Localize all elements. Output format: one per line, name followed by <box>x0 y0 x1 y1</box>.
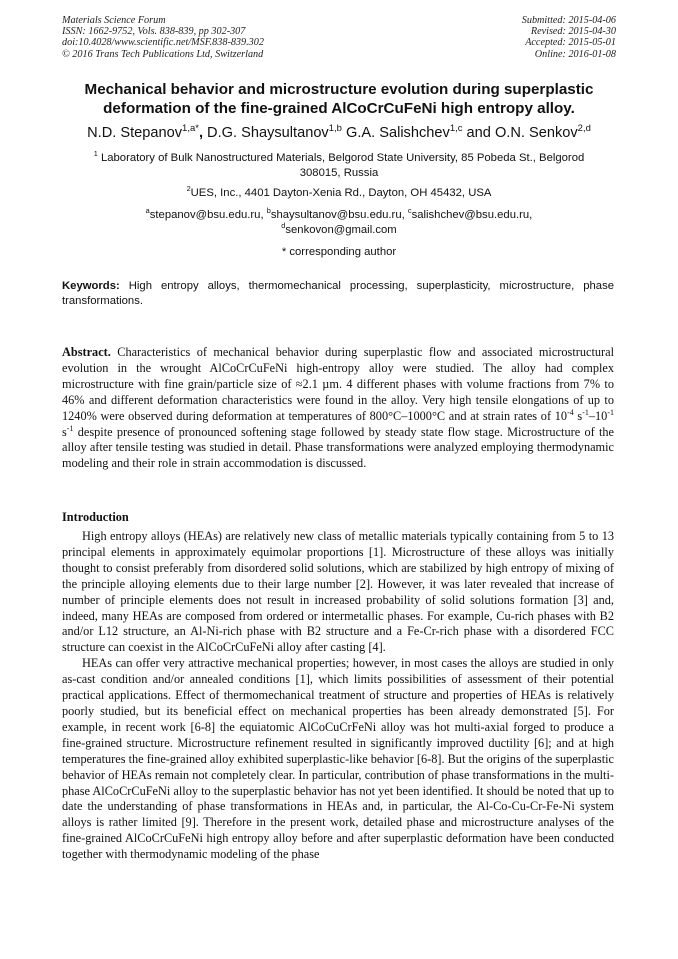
email-b[interactable]: shaysultanov@bsu.edu.ru, <box>270 209 408 221</box>
affiliation-1 <box>62 151 616 180</box>
affiliation-2-marker: 2 <box>186 184 191 194</box>
email-list <box>62 208 616 237</box>
affiliation-1-marker: 1 <box>93 149 98 159</box>
keywords-section <box>62 279 614 309</box>
email-marker-a: a <box>145 206 150 216</box>
abstract-exp-1: -4 <box>567 407 574 417</box>
journal-issn: ISSN: 1662-9752, Vols. 838-839, pp 302-307 <box>62 26 246 38</box>
author-4-affil: 2,d <box>577 123 591 135</box>
abstract-label: Abstract. <box>62 345 111 359</box>
intro-paragraph-1: High entropy alloys (HEAs) are relatively new class of metallic materials typically containing from 5 to 13 principal elements in approximately equimolar proportions [1]. Microstructure of these alloys was initially thought to consist preferably from disordered solid solutions, which are stabilized by high entropy of mixing of the principle alloying elements due to their large number [2]. However, it was later revealed that increase of number of principle elements does not result in increased probability of solid solutions formation [3] and, indeed, many HEAs are composed from ordered or intermetallic phases. For example, Cu-rich phases with B2 and/or L12 structure, an Al-Ni-rich phase with B2 structure and a Fe-Cr-rich phase with a disordered FCC structure can coexist in the AlCoCrCuFeNi alloy after casting [4]. <box>62 529 614 655</box>
affiliation-2-text: UES, Inc., 4401 Dayton-Xenia Rd., Dayton, OH 45432, USA <box>190 187 492 199</box>
abstract-text-3: –10 <box>588 408 608 423</box>
author-list <box>52 123 626 143</box>
author-3-affil: 1,c <box>449 123 463 135</box>
journal-name: Materials Science Forum <box>62 15 166 26</box>
affiliation-1-line-2: 308015, Russia <box>299 166 379 179</box>
date-submitted: Submitted: 2015-04-06 <box>521 15 616 26</box>
email-marker-b: b <box>266 206 271 216</box>
journal-copyright: © 2016 Trans Tech Publications Ltd, Switzerland <box>62 48 264 60</box>
author-4: O.N. Senkov <box>494 125 578 141</box>
email-marker-d: d <box>281 220 286 230</box>
journal-info <box>62 15 264 60</box>
email-c[interactable]: salishchev@bsu.edu.ru, <box>411 209 533 221</box>
email-a[interactable]: stepanov@bsu.edu.ru, <box>149 209 267 221</box>
date-online: Online: 2016-01-08 <box>534 48 616 60</box>
submission-dates <box>522 15 616 60</box>
introduction-heading: Introduction <box>62 510 129 524</box>
abstract-text-2: s <box>573 408 583 423</box>
author-conjunction: and <box>462 125 495 141</box>
email-marker-c: c <box>407 206 412 216</box>
author-1-affil: 1,a* <box>182 123 199 135</box>
author-2: D.G. Shaysultanov <box>203 125 329 141</box>
author-separator: , <box>198 125 203 141</box>
abstract-text-4: s <box>62 424 67 439</box>
author-3: G.A. Salishchev <box>341 125 450 141</box>
abstract-text-1: Characteristics of mechanical behavior during superplastic flow and associated microstructural evolution in the wrought AlCoCrCuFeNi high-entropy alloy were studied. The alloy had complex microstructure with fine grain/particle size of ≈2.1 µm. 4 different phases with volume fractions from 7% to 46% and different deformation characteristics were found in the alloy. Very high tensile elongations of up to 1240% were observed during deformation at temperatures of 800°C–1000°C and at strain rates of 10 <box>62 345 614 423</box>
affiliation-1-line-1: Laboratory of Bulk Nanostructured Materials, Belgorod State University, 85 Pobeda St., Belgorod <box>97 152 585 164</box>
intro-paragraph-2: HEAs can offer very attractive mechanical properties; however, in most cases the alloys are studied in only as-cast condition and/or annealed conditions [1], which limits possibilities of assessment of their potential practical applications. Effect of thermomechanical treatment of structure and properties of HEAs is relatively poorly studied, but its beneficial effect on mechanical properties has been already demonstrated [5]. For example, in recent work [6-8] the equiatomic AlCoCuCrFeNi alloy was hot multi-axial forged to produce a fine-grained structure. Microstructure refinement resulted in significantly improved ductility [6]; and at high temperatures the fine-grained alloy exhibited superplastic-like behavior [6-8]. But the origins of the superplastic behavior of HEAs remain not completely clear. In particular, contribution of phase transformations in the multi-phase AlCoCrCuFeNi alloy to the superplastic behavior has not yet been identified. It should be noted that up to date the understanding of phase transformations in HEAs and, in particular, the Al-Co-Cu-Cr-Fe-Ni system alloys is rather limited [9]. Therefore in the present work, detailed phase and microstructure analyses of the fine-grained AlCoCrCuFeNi high entropy alloy before and after superplastic deformation have been conducted together with thermodynamic modeling of the phase <box>62 656 614 862</box>
journal-doi[interactable]: doi:10.4028/www.scientific.net/MSF.838-839.302 <box>62 37 264 49</box>
author-2-affil: 1,b <box>328 123 342 135</box>
paper-title <box>52 80 626 118</box>
author-1: N.D. Stepanov <box>87 125 183 141</box>
abstract-exp-3: -1 <box>607 407 614 417</box>
title-line-1: Mechanical behavior and microstructure evolution during superplastic <box>84 81 594 98</box>
email-d[interactable]: senkovon@gmail.com <box>285 223 397 236</box>
date-revised: Revised: 2015-04-30 <box>530 26 616 38</box>
abstract-exp-2: -1 <box>582 407 589 417</box>
date-accepted: Accepted: 2015-05-01 <box>525 37 616 49</box>
abstract-text-5: despite presence of pronounced softening stage followed by steady state flow stage. Microstructure of the alloy after tensile testing was studied in detail. Phase transformations were analyzed employing thermodynamic modeling and their role in strain accommodation is discussed. <box>62 424 614 471</box>
introduction-body <box>62 529 614 863</box>
keywords-label: Keywords: <box>62 280 120 292</box>
title-line-2: deformation of the fine-grained AlCoCrCuFeNi high entropy alloy. <box>103 100 575 117</box>
affiliation-2 <box>62 186 616 201</box>
abstract-exp-4: -1 <box>66 423 74 433</box>
keywords-text: High entropy alloys, thermomechanical processing, superplasticity, microstructure, phase transformations. <box>62 280 614 307</box>
abstract-section <box>62 345 614 472</box>
corresponding-author-note: * corresponding author <box>281 246 397 258</box>
